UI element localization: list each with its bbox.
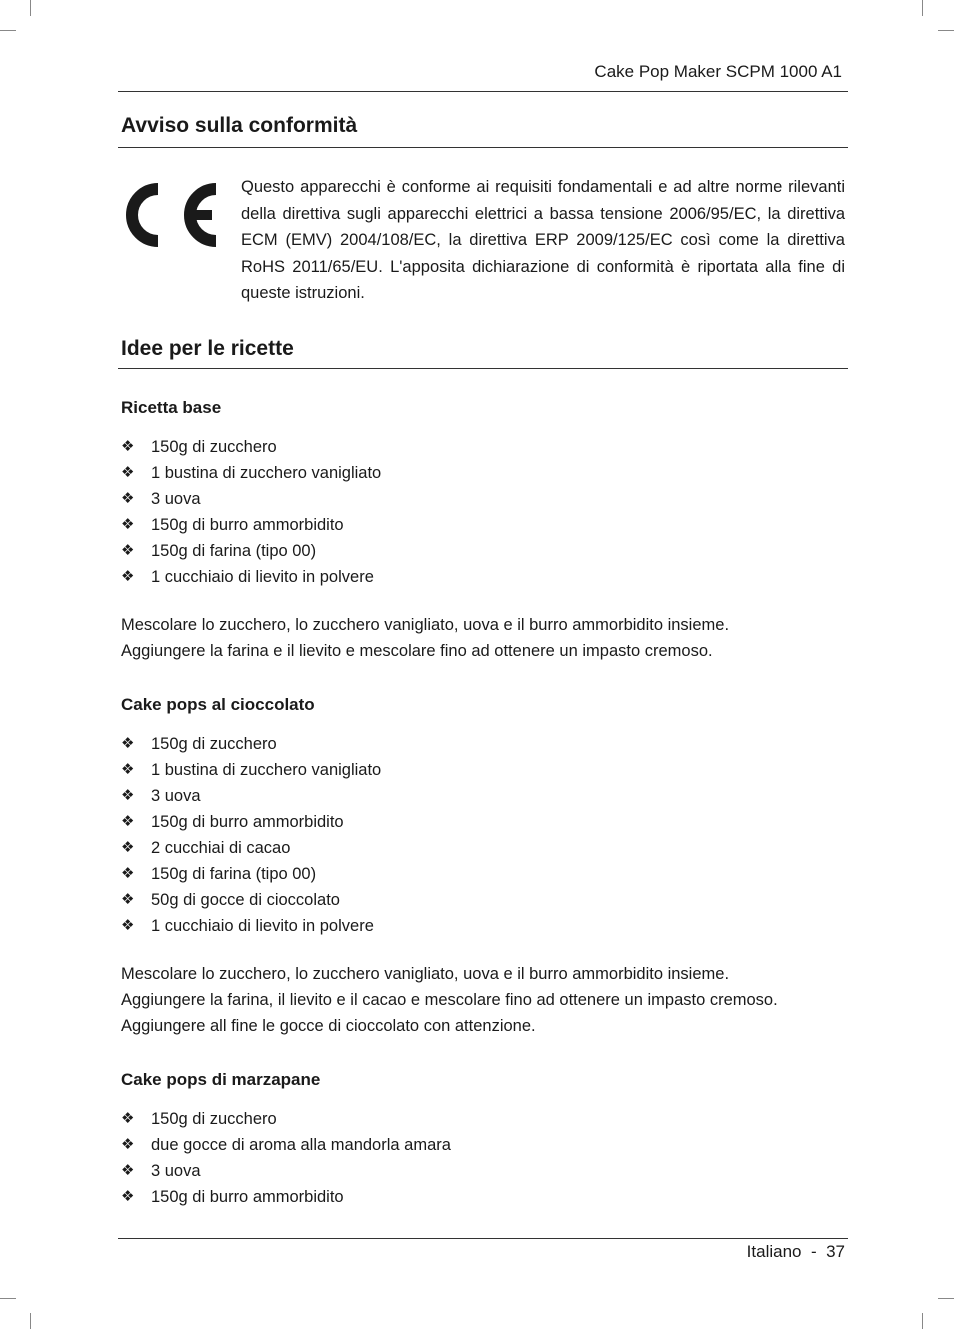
bullet-icon: ❖ [121, 865, 135, 882]
list-item: ❖ 1 bustina di zucchero vanigliato [121, 757, 381, 783]
page-number: 37 [826, 1242, 845, 1261]
bullet-icon: ❖ [121, 813, 135, 830]
method-chocolate: Mescolare lo zucchero, lo zucchero vanigliato, uova e il burro ammorbidito insieme. Aggiungere la farina, il lievito e il cacao e mescolare fino ad ottenere un impasto cremoso. Aggiungere all fine le gocce di cioccolato con attenzione. [121, 965, 778, 1035]
running-title: Cake Pop Maker SCPM 1000 A1 [594, 62, 842, 81]
crop-mark [922, 1313, 923, 1329]
list-item: ❖ 150g di zucchero [121, 434, 381, 460]
bullet-icon: ❖ [121, 568, 135, 585]
recipe-title-chocolate: Cake pops al cioccolato [121, 695, 315, 714]
list-item: ❖ 150g di burro ammorbidito [121, 512, 381, 538]
crop-mark [30, 1313, 31, 1329]
list-item: ❖ 150g di zucchero [121, 731, 381, 757]
list-item: ❖ 50g di gocce di cioccolato [121, 887, 381, 913]
bullet-icon: ❖ [121, 438, 135, 455]
bullet-icon: ❖ [121, 1136, 135, 1153]
list-item: ❖ 150g di burro ammorbidito [121, 1184, 451, 1210]
list-item: ❖ 150g di burro ammorbidito [121, 809, 381, 835]
footer-rule [118, 1238, 848, 1239]
bullet-icon: ❖ [121, 917, 135, 934]
ingredient-list-marzipan [121, 1106, 451, 1210]
bullet-icon: ❖ [121, 1188, 135, 1205]
bullet-icon: ❖ [121, 787, 135, 804]
list-item: ❖ 2 cucchiai di cacao [121, 835, 381, 861]
bullet-icon: ❖ [121, 839, 135, 856]
bullet-icon: ❖ [121, 761, 135, 778]
ingredient-list-base [121, 434, 381, 590]
bullet-icon: ❖ [121, 735, 135, 752]
list-item: ❖ 1 bustina di zucchero vanigliato [121, 460, 381, 486]
list-item: ❖ 3 uova [121, 783, 381, 809]
bullet-icon: ❖ [121, 891, 135, 908]
recipes-heading: Idee per le ricette [121, 337, 294, 360]
list-item: ❖ 1 cucchiaio di lievito in polvere [121, 913, 381, 939]
bullet-icon: ❖ [121, 464, 135, 481]
crop-mark [938, 30, 954, 31]
list-item: ❖ 150g di farina (tipo 00) [121, 861, 381, 887]
crop-mark [0, 30, 16, 31]
list-item: ❖ 150g di zucchero [121, 1106, 451, 1132]
method-base: Mescolare lo zucchero, lo zucchero vanigliato, uova e il burro ammorbidito insieme. Aggiungere la farina e il lievito e mescolare fino ad ottenere un impasto cremoso. [121, 616, 730, 660]
footer-language: Italiano [746, 1242, 802, 1261]
footer-separator: - [810, 1242, 817, 1261]
list-item: ❖ 1 cucchiaio di lievito in polvere [121, 564, 381, 590]
conformity-heading: Avviso sulla conformità [121, 114, 358, 137]
list-item: ❖ due gocce di aroma alla mandorla amara [121, 1132, 451, 1158]
list-item: ❖ 3 uova [121, 486, 381, 512]
bullet-icon: ❖ [121, 542, 135, 559]
crop-mark [30, 0, 31, 16]
list-item: ❖ 150g di farina (tipo 00) [121, 538, 381, 564]
crop-mark [938, 1298, 954, 1299]
list-item: ❖ 3 uova [121, 1158, 451, 1184]
ce-mark-icon [120, 177, 222, 253]
page-footer [747, 1242, 845, 1262]
conformity-text: Questo apparecchi è conforme ai requisiti fondamentali e ad altre norme rilevanti della direttiva sugli apparecchi elettrici a bassa tensione 2006/95/EC, la direttiva ECM (EMV) 2004/108/EC, la direttiva ERP 2009/125/EC così come la direttiva RoHS 2011/65/EU. L'apposita dichiarazione di conformità è riportata alla fine di queste istruzioni. [241, 178, 845, 303]
crop-mark [922, 0, 923, 16]
crop-mark [0, 1298, 16, 1299]
recipe-title-base: Ricetta base [121, 398, 222, 417]
section-rule [118, 147, 848, 148]
header-rule [118, 91, 848, 92]
ingredient-list-chocolate [121, 731, 381, 939]
bullet-icon: ❖ [121, 490, 135, 507]
bullet-icon: ❖ [121, 1162, 135, 1179]
recipe-title-marzipan: Cake pops di marzapane [121, 1070, 321, 1089]
section-rule [118, 368, 848, 369]
bullet-icon: ❖ [121, 1110, 135, 1127]
bullet-icon: ❖ [121, 516, 135, 533]
